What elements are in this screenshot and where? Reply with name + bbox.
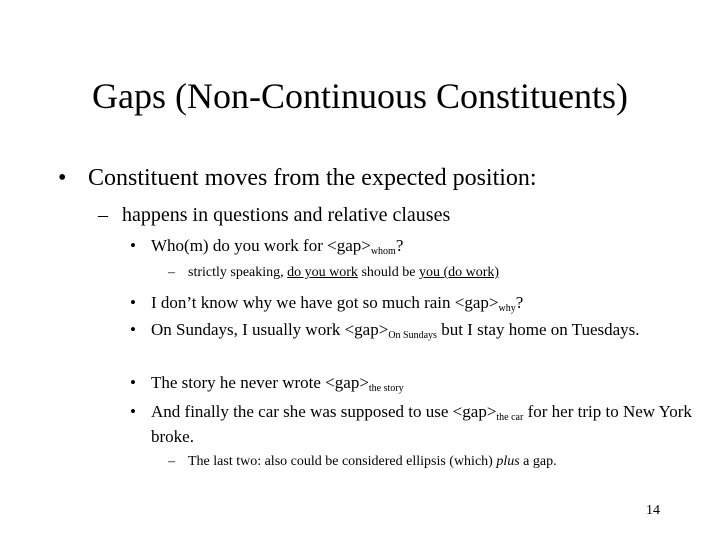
example-text — [151, 370, 691, 395]
note-text-start: strictly speaking, — [188, 265, 288, 280]
dash-icon: – — [98, 204, 108, 226]
bullet-icon: • — [130, 373, 136, 392]
gap-subscript: On Sundays — [388, 330, 437, 341]
example-text-main: I don’t know why we have got so much rain <gap> — [151, 293, 499, 312]
example-text-main: And finally the car she was supposed to use <gap> — [151, 402, 497, 421]
gap-subscript: the car — [496, 412, 524, 423]
example-text-main: Who(m) do you work for <gap> — [151, 236, 371, 255]
note-text — [188, 452, 557, 472]
example-text — [151, 290, 691, 315]
gap-subscript: whom — [370, 246, 396, 257]
example-text-main: On Sundays, I usually work <gap> — [151, 320, 389, 339]
note-text — [188, 263, 499, 283]
gap-subscript: the story — [368, 383, 404, 394]
bullet-text: Constituent moves from the expected position: — [88, 165, 537, 191]
dash-icon: – — [168, 265, 175, 280]
example-text — [151, 399, 696, 449]
dash-icon: – — [168, 454, 175, 469]
emphasized-word: plus — [496, 454, 520, 469]
example-text-end: ? — [515, 293, 524, 312]
sub-bullet-text: happens in questions and relative clauses — [122, 204, 451, 226]
slide-title: Gaps (Non-Continuous Constituents) — [92, 76, 628, 116]
gap-subscript: why — [498, 303, 516, 314]
example-text-end: ? — [395, 236, 404, 255]
page-number: 14 — [646, 503, 660, 518]
note-text-mid: should be — [357, 265, 419, 280]
bullet-icon: • — [130, 236, 136, 255]
bullet-icon: • — [130, 320, 136, 339]
example-text — [151, 233, 691, 258]
bullet-icon: • — [130, 402, 136, 421]
bullet-icon: • — [58, 165, 67, 191]
underlined-phrase: you (do work) — [419, 265, 500, 280]
note-text-end: a gap. — [519, 454, 557, 469]
example-text-end: for her trip to New York broke. — [151, 402, 692, 446]
example-text — [151, 317, 661, 342]
note-text-start: The last two: also could be considered ellipsis (which) — [188, 454, 497, 469]
example-text-end: but I stay home on Tuesdays. — [436, 320, 640, 339]
example-text-main: The story he never wrote <gap> — [151, 373, 369, 392]
underlined-phrase: do you work — [287, 265, 358, 280]
bullet-icon: • — [130, 293, 136, 312]
